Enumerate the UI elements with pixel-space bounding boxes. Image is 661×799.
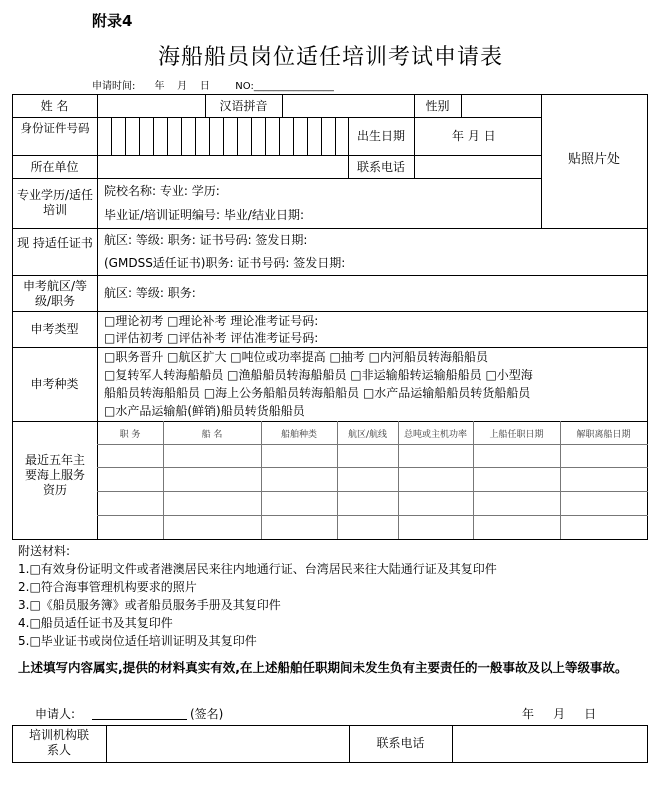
id-number-label: 身份证件号码 (20, 121, 90, 135)
id-number-field[interactable] (98, 118, 347, 154)
training-contact-label: 培训机构联系人 (28, 728, 89, 757)
declaration-text: 上述填写内容属实,提供的材料真实有效,在上述船舶任职期间未发生负有主要责任的一般事故及以上等级事故。 (18, 660, 628, 675)
exp-header-position: 职 务 (119, 430, 141, 440)
attachment-item-3[interactable]: 3.□《船员服务簿》或者船员服务手册及其复印件 (18, 598, 281, 612)
name-field[interactable] (98, 95, 204, 116)
birth-date-field[interactable]: 年 月 日 (452, 129, 496, 143)
name-label: 姓 名 (40, 99, 69, 113)
exam-kind-line-3[interactable]: 船船员转海船船员 □海上公务船船员转海船船员 □水产品运输船船员转货船船员 (104, 386, 531, 400)
attachment-item-4[interactable]: 4.□船员适任证书及其复印件 (18, 616, 173, 630)
exp-header-ship-name: 船 名 (201, 430, 223, 440)
experience-table-body[interactable] (98, 445, 647, 538)
exp-header-ship-type: 船舶种类 (280, 430, 317, 440)
appendix-label: 附录4 (92, 12, 133, 30)
signature-line[interactable] (92, 719, 187, 720)
exp-header-tonnage: 总吨或主机功率 (403, 430, 467, 440)
exp-header-onboard-date: 上船任职日期 (489, 430, 544, 440)
applicant-label: 申请人: (35, 707, 76, 721)
current-cert-label: 现 持适任证书 (17, 236, 93, 250)
photo-placeholder[interactable]: 贴照片处 (567, 152, 620, 167)
gender-label: 性别 (425, 99, 450, 113)
unit-label: 所在单位 (30, 160, 79, 174)
exam-kind-line-1[interactable]: □职务晋升 □航区扩大 □吨位或功率提高 □抽考 □内河船员转海船船员 (104, 350, 488, 364)
attachment-item-1[interactable]: 1.□有效身份证明文件或者港澳居民来往内地通行证、台湾居民来往大陆通行证及其复印件 (18, 562, 497, 576)
education-line-2[interactable]: 毕业证/培训证明编号: 毕业/结业日期: (104, 208, 304, 222)
phone-field[interactable] (415, 156, 540, 177)
cert-line-2[interactable]: (GMDSS适任证书)职务: 证书号码: 签发日期: (104, 256, 346, 270)
attachment-item-5[interactable]: 5.□毕业证书或岗位适任培训证明及其复印件 (18, 634, 257, 648)
signature-date[interactable]: 年 月 日 (522, 707, 597, 721)
exam-kind-label: 申考种类 (30, 377, 79, 391)
pinyin-field[interactable] (283, 95, 413, 116)
exam-kind-line-2[interactable]: □复转军人转海船船员 □渔船船员转海船船员 □非运输船转运输船船员 □小型海 (104, 368, 533, 382)
signature-note: (签名) (190, 707, 224, 721)
gender-field[interactable] (462, 95, 540, 116)
exp-header-leave-date: 解职离船日期 (576, 430, 631, 440)
phone-label: 联系电话 (356, 160, 405, 174)
cert-line-1[interactable]: 航区: 等级: 职务: 证书号码: 签发日期: (104, 233, 308, 247)
footer-phone-label: 联系电话 (376, 736, 425, 750)
training-contact-field[interactable] (107, 726, 348, 761)
footer-phone-field[interactable] (453, 726, 646, 761)
attachment-item-2[interactable]: 2.□符合海事管理机构要求的照片 (18, 580, 197, 594)
birth-date-label: 出生日期 (356, 129, 405, 143)
attachments-title: 附送材料: (18, 544, 71, 558)
exam-type-line-2[interactable]: □评估初考 □评估补考 评估准考证号码: (104, 331, 319, 345)
exp-header-route: 航区/航线 (347, 430, 388, 440)
pinyin-label: 汉语拼音 (219, 99, 268, 113)
unit-field[interactable] (98, 156, 347, 177)
page-title: 海船船员岗位适任培训考试申请表 (157, 45, 503, 70)
route-line[interactable]: 航区: 等级: 职务: (104, 286, 196, 300)
experience-label: 最近五年主要海上服务资历 (24, 453, 85, 497)
application-time-line: 申请时间: 年 月 日 NO:________________ (92, 81, 334, 92)
exam-type-line-1[interactable]: □理论初考 □理论补考 理论准考证号码: (104, 314, 319, 328)
education-label: 专业学历/适任培训 (16, 188, 94, 217)
education-line-1[interactable]: 院校名称: 专业: 学历: (104, 184, 220, 198)
exam-kind-line-4[interactable]: □水产品运输船(鲜销)船员转货船船员 (104, 404, 305, 418)
exam-type-label: 申考类型 (30, 322, 79, 336)
route-label: 申考航区/等级/职务 (22, 279, 88, 308)
